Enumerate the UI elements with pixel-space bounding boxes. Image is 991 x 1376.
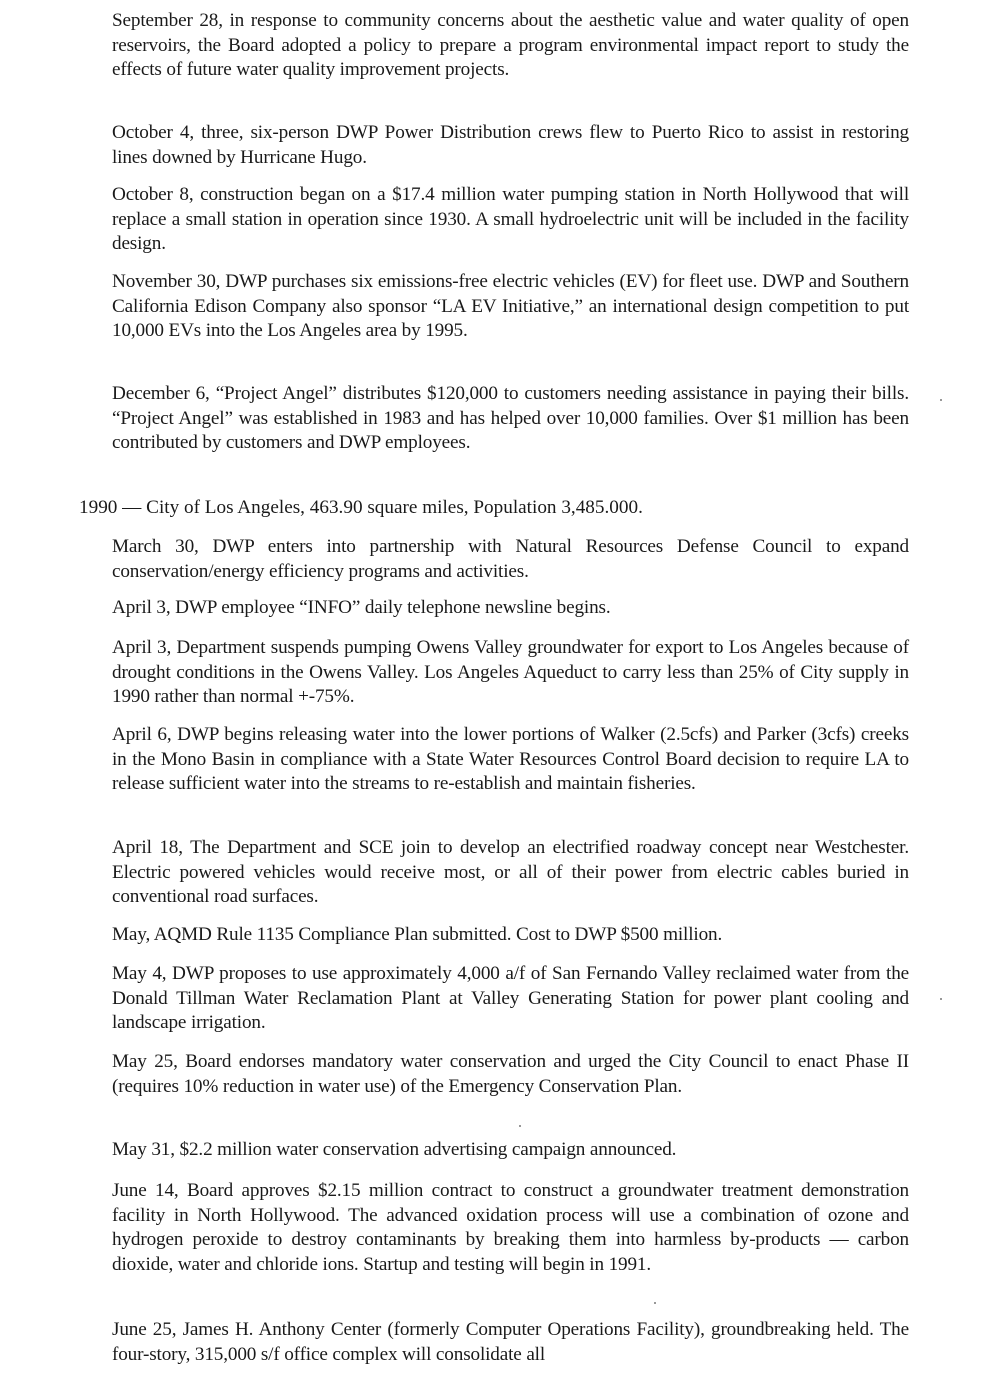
scan-speck [654, 1302, 656, 1304]
year-heading-1990: 1990 — City of Los Angeles, 463.90 square miles, Population 3,485.000. [79, 497, 643, 518]
entry-april-18: April 18, The Department and SCE join to develop an electrified roadway concept near Westchester. Electric powered vehicles would receive most, or all of their power from electric cables buried in conventional road surfaces. [112, 837, 909, 908]
entry-december-6: December 6, “Project Angel” distributes $120,000 to customers needing assistance in paying their bills. “Project Angel” was established in 1983 and has helped over 10,000 families. Over $1 million has been contributed by customers and DWP employees. [112, 383, 909, 454]
entry-may-31: May 31, $2.2 million water conservation advertising campaign announced. [112, 1139, 677, 1160]
entry-april-3-owens: April 3, Department suspends pumping Owens Valley groundwater for export to Los Angeles because of drought conditions in the Owens Valley. Los Angeles Aqueduct to carry less than 25% of City supply in 1990 rather than normal +-75%. [112, 637, 909, 708]
entry-november-30: November 30, DWP purchases six emissions-free electric vehicles (EV) for fleet use. DWP and Southern California Edison Company also sponsor “LA EV Initiative,” an international design competition to put 10,000 EVs into the Los Angeles area by 1995. [112, 271, 909, 342]
entry-september-28: September 28, in response to community concerns about the aesthetic value and water quality of open reservoirs, the Board adopted a policy to prepare a program environmental impact report to study the effects of future water quality improvement projects. [112, 10, 909, 81]
scan-speck [940, 399, 942, 401]
entry-june-14: June 14, Board approves $2.15 million contract to construct a groundwater treatment demonstration facility in North Hollywood. The advanced oxidation process will use a combination of ozone and hydrogen peroxide to destroy contaminants by breaking them into harmless by-products — carbon dioxide, water and chloride ions. Startup and testing will begin in 1991. [112, 1180, 909, 1275]
entry-may-4: May 4, DWP proposes to use approximately 4,000 a/f of San Fernando Valley reclaimed water from the Donald Tillman Water Reclamation Plant at Valley Generating Station for power plant cooling and landscape irrigation. [112, 963, 909, 1034]
entry-march-30: March 30, DWP enters into partnership with Natural Resources Defense Council to expand conservation/energy efficiency programs and activities. [112, 536, 909, 582]
entry-april-6: April 6, DWP begins releasing water into the lower portions of Walker (2.5cfs) and Parker (3cfs) creeks in the Mono Basin in compliance with a State Water Resources Control Board decision to require LA to release sufficient water into the streams to re-establish and maintain fisheries. [112, 724, 909, 795]
entry-may-25: May 25, Board endorses mandatory water conservation and urged the City Council to enact Phase II (requires 10% reduction in water use) of the Emergency Conservation Plan. [112, 1051, 909, 1097]
entry-may-aqmd: May, AQMD Rule 1135 Compliance Plan submitted. Cost to DWP $500 million. [112, 924, 723, 945]
scan-speck [940, 998, 942, 1000]
entry-june-25: June 25, James H. Anthony Center (formerly Computer Operations Facility), groundbreaking held. The four-story, 315,000 s/f office complex will consolidate all [112, 1319, 909, 1365]
scan-speck [519, 1125, 521, 1127]
entry-october-4: October 4, three, six-person DWP Power Distribution crews flew to Puerto Rico to assist in restoring lines downed by Hurricane Hugo. [112, 122, 909, 168]
entry-october-8: October 8, construction began on a $17.4 million water pumping station in North Hollywood that will replace a small station in operation since 1930. A small hydroelectric unit will be included in the facility design. [112, 184, 909, 255]
entry-april-3-info: April 3, DWP employee “INFO” daily telephone newsline begins. [112, 597, 611, 618]
